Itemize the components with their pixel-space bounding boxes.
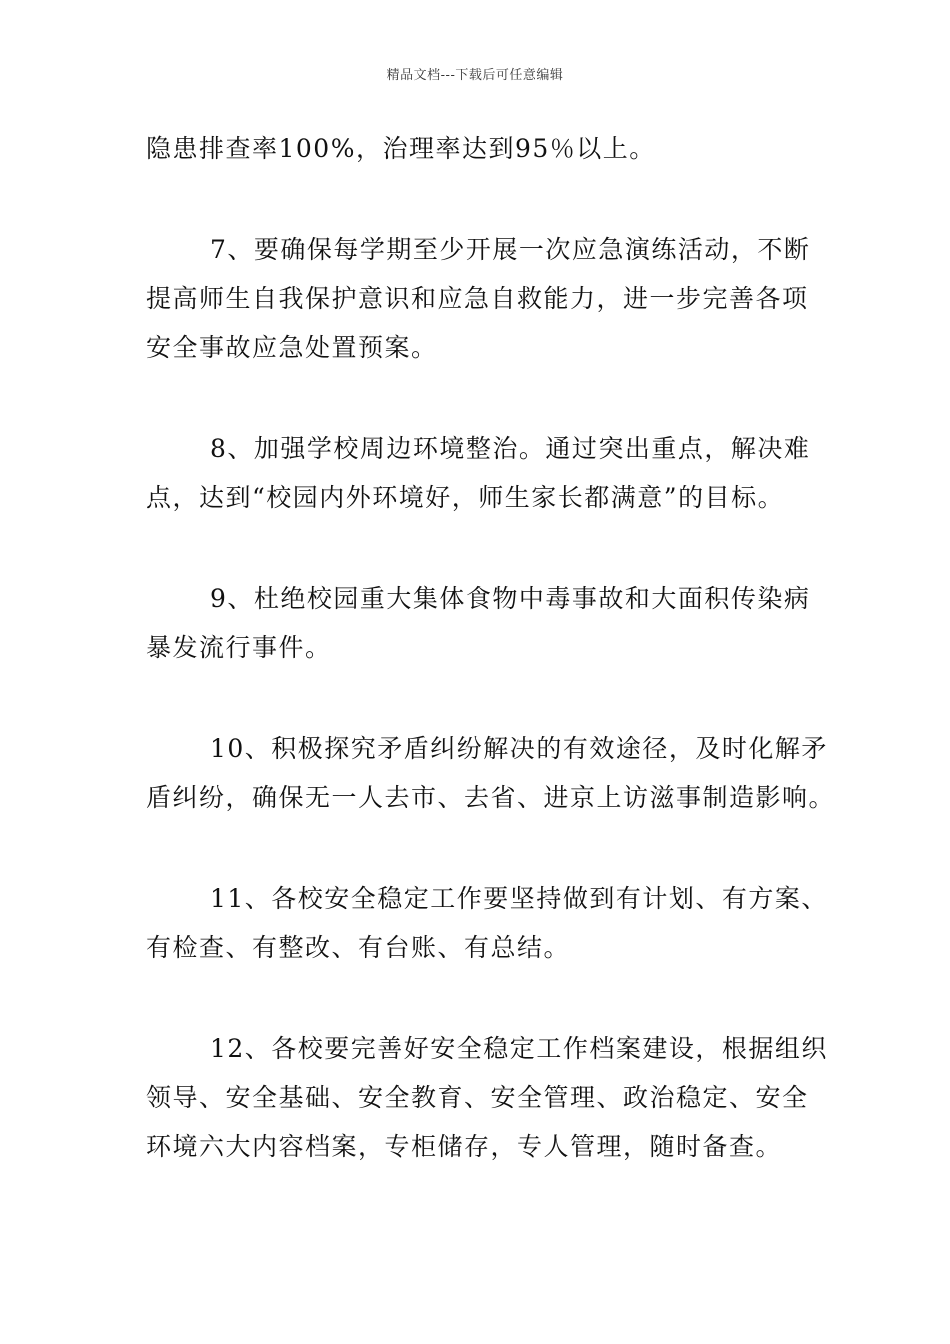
text-line: 9、杜绝校园重大集体食物中毒事故和大面积传染病 [210,584,811,613]
paragraph-item-8 [146,424,814,522]
page-header: 精品文档---下载后可任意编辑 [386,68,564,83]
text-line: 7、要确保每学期至少开展一次应急演练活动，不断 [210,235,811,264]
paragraph-item-11 [146,874,828,972]
text-line: 有检查、有整改、有台账、有总结。 [146,933,571,962]
paragraph-item-9 [146,574,814,672]
text-line: 隐患排查率100%，治理率达到95％以上。 [146,134,656,163]
text-line: 暴发流行事件。 [146,633,332,662]
text-line: 安全事故应急处置预案。 [146,333,438,362]
text-line: 点，达到“校园内外环境好，师生家长都满意”的目标。 [146,483,785,512]
paragraph-item-10 [146,724,836,822]
paragraph-item-7 [146,225,814,372]
text-line: 领导、安全基础、安全教育、安全管理、政治稳定、安全 [146,1083,809,1112]
document-body [146,124,836,1171]
text-line: 8、加强学校周边环境整治。通过突出重点，解决难 [210,434,811,463]
text-line: 10、积极探究矛盾纠纷解决的有效途径，及时化解矛 [210,734,828,763]
text-line: 环境六大内容档案，专柜储存，专人管理，随时备查。 [146,1132,783,1161]
text-line: 盾纠纷，确保无一人去市、去省、进京上访滋事制造影响。 [146,783,836,812]
text-line: 11、各校安全稳定工作要坚持做到有计划、有方案、 [210,884,828,913]
text-line: 12、各校要完善好安全稳定工作档案建设，根据组织 [210,1034,828,1063]
paragraph-item-12 [146,1024,828,1171]
paragraph-continuation [146,124,814,173]
text-line: 提高师生自我保护意识和应急自救能力，进一步完善各项 [146,284,809,313]
